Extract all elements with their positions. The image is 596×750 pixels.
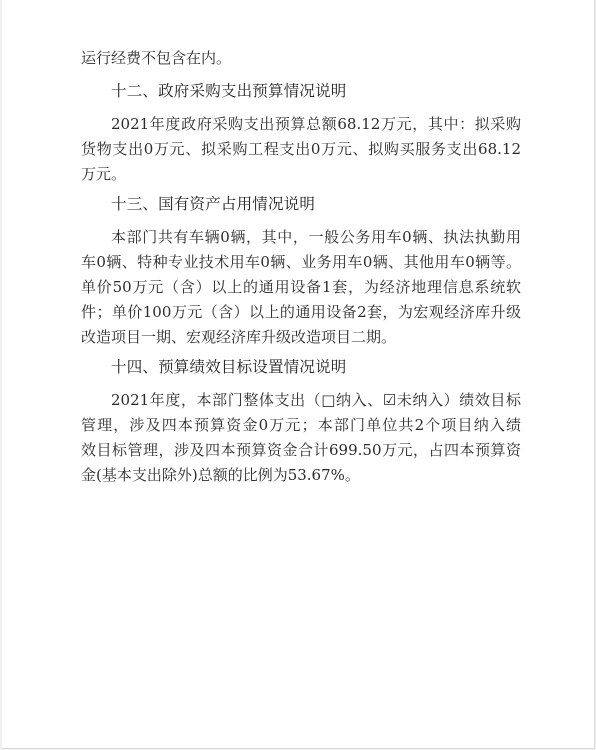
paragraph-line: 管理，涉及四本预算资金0万元；本部门单位共2个项目纳入绩 (81, 416, 521, 434)
paragraph-line: 万元。 (81, 165, 127, 183)
paragraph-line: 2021年度，本部门整体支出（□纳入、☑未纳入）绩效目标 (111, 391, 521, 409)
paragraph-line: 本部门共有车辆0辆，其中，一般公务用车0辆、执法执勤用 (111, 228, 521, 246)
paragraph-line: 金(基本支出除外)总额的比例为53.67%。 (81, 466, 360, 484)
paragraph-line: 车0辆、特种专业技术用车0辆、业务用车0辆、其他用车0辆等。 (81, 253, 521, 271)
paragraph-line: 效目标管理，涉及四本预算资金合计699.50万元，占四本预算资 (81, 441, 521, 459)
section-heading-13: 十三、国有资产占用情况说明 (111, 195, 316, 213)
document-page (2, 0, 595, 749)
paragraph-line: 件；单价100万元（含）以上的通用设备2套，为宏观经济库升级 (81, 303, 521, 321)
paragraph-line: 2021年度政府采购支出预算总额68.12万元，其中：拟采购 (111, 115, 521, 133)
section-heading-14: 十四、预算绩效目标设置情况说明 (111, 358, 347, 376)
paragraph-line: 货物支出0万元、拟采购工程支出0万元、拟购买服务支出68.12 (81, 140, 521, 158)
paragraph-line: 运行经费不包含在内。 (81, 49, 232, 67)
paragraph-line: 改造项目一期、宏观经济库升级改造项目二期。 (81, 328, 397, 346)
paragraph-line: 单价50万元（含）以上的通用设备1套，为经济地理信息系统软 (81, 278, 521, 296)
section-heading-12: 十二、政府采购支出预算情况说明 (111, 82, 347, 100)
